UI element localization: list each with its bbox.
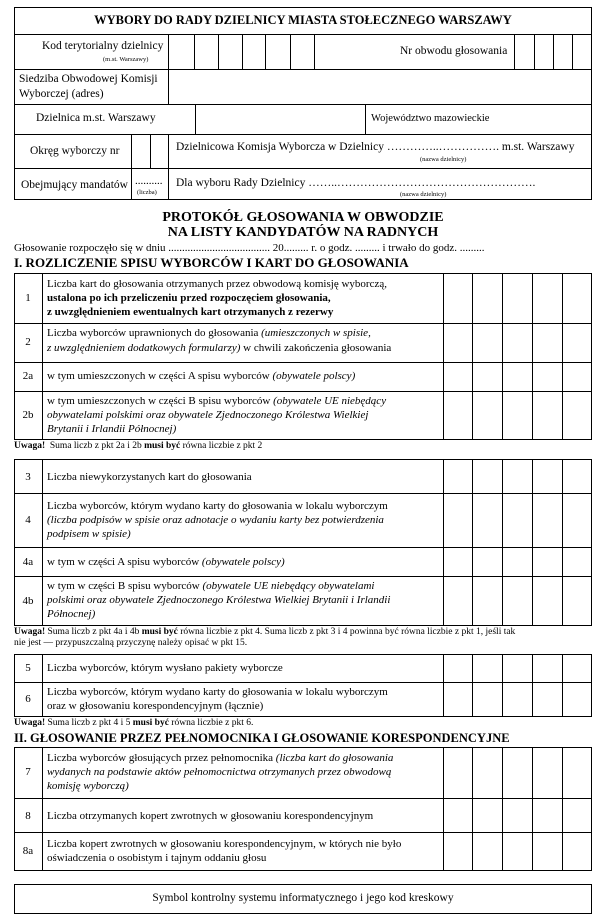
- row-3-number: 3: [25, 471, 31, 483]
- kod-input-cells[interactable]: [168, 34, 314, 69]
- row-4b-value-cells[interactable]: [443, 576, 592, 626]
- row-8a-text-2: oświadczenia o osobistym i tajnym oddaniu głosu: [47, 852, 267, 864]
- mandaty-sublabel: (liczba): [137, 189, 157, 196]
- row-1-text-2: ustalona po ich przeliczeniu przed rozpoczęciem głosowania,: [47, 292, 331, 304]
- dzielnica-input[interactable]: [195, 104, 365, 134]
- row-4-text-3: podpisem w spisie): [47, 528, 131, 540]
- siedziba-input[interactable]: [168, 69, 592, 104]
- row-2a-number: 2a: [22, 370, 34, 382]
- section-1-heading: I. ROZLICZENIE SPISU WYBORCÓW I KART DO GŁOSOWANIA: [14, 255, 409, 270]
- row-5-text: Liczba wyborców, którym wysłano pakiety wyborcze: [47, 662, 283, 674]
- row-8-value-cells[interactable]: [443, 798, 592, 832]
- okreg-input-cells[interactable]: [131, 134, 168, 168]
- row-1-value-cells[interactable]: [443, 273, 592, 323]
- row-4a-value-cells[interactable]: [443, 547, 592, 576]
- barcode-label: Symbol kontrolny systemu informatycznego i jego kod kreskowy: [152, 892, 454, 904]
- row-4-number: 4: [25, 514, 31, 526]
- komisja-sublabel: (nazwa dzielnicy): [420, 156, 467, 163]
- row-4b-text-3: Północnej): [47, 608, 96, 620]
- note-2-line-2: nie jest — przypuszczalną przyczynę należy opisać w pkt 15.: [14, 638, 248, 648]
- row-6-number: 6: [25, 693, 31, 705]
- row-8a-text-1: Liczba kopert zwrotnych w głosowaniu korespondencyjnym, w których nie było: [47, 838, 402, 850]
- row-4a-text: w tym w części A spisu wyborców (obywatele polscy): [47, 556, 285, 568]
- row-7-number: 7: [25, 766, 31, 778]
- row-2-value-cells[interactable]: [443, 323, 592, 362]
- mandaty-dots[interactable]: ..........: [135, 175, 163, 187]
- row-2a-text: w tym umieszczonych w części A spisu wyborców (obywatele polscy): [47, 370, 356, 382]
- row-3-value-cells[interactable]: [443, 459, 592, 493]
- siedziba-label-2: Wyborczej (adres): [19, 88, 104, 100]
- row-4-text-2: (liczba podpisów w spisie oraz adnotacje o wydaniu karty bez potwierdzenia: [47, 514, 384, 526]
- row-2b-value-cells[interactable]: [443, 391, 592, 440]
- row-8a-number: 8a: [22, 845, 34, 857]
- row-3-text: Liczba niewykorzystanych kart do głosowania: [47, 471, 252, 483]
- row-6-text-1: Liczba wyborców, którym wydano karty do głosowania w lokalu wyborczym: [47, 686, 388, 698]
- row-1-text-3: z uwzględnieniem ewentualnych kart otrzymanych z rezerwy: [47, 306, 334, 318]
- kod-label: Kod terytorialny dzielnicy: [42, 40, 164, 52]
- nr-obwodu-label: Nr obwodu głosowania: [400, 45, 508, 57]
- row-2b-text-3: Brytanii i Irlandii Północnej): [47, 423, 177, 435]
- row-7-text-2: wydanych na podstawie aktów pełnomocnictwa otrzymanych przez obwodową: [47, 766, 392, 778]
- row-4-text-1: Liczba wyborców, którym wydano karty do głosowania w lokalu wyborczym: [47, 500, 388, 512]
- row-2-number: 2: [25, 336, 31, 348]
- protocol-title-1: PROTOKÓŁ GŁOSOWANIA W OBWODZIE: [162, 210, 444, 225]
- wojewodztwo-label: Województwo mazowieckie: [371, 113, 490, 124]
- row-7-value-cells[interactable]: [443, 747, 592, 798]
- nr-obwodu-input-cells[interactable]: [514, 34, 592, 69]
- row-7-text-1: Liczba wyborców głosujących przez pełnomocnika (liczba kart do głosowania: [47, 752, 394, 764]
- row-4-value-cells[interactable]: [443, 493, 592, 547]
- row-8a-value-cells[interactable]: [443, 832, 592, 871]
- row-4b-number: 4b: [22, 595, 34, 607]
- okreg-label: Okręg wyborczy nr: [30, 145, 120, 157]
- row-4b-text-1: w tym w części B spisu wyborców (obywatele UE niebędący obywatelami: [47, 580, 375, 592]
- form-title: WYBORY DO RADY DZIELNICY MIASTA STOŁECZNEGO WARSZAWY: [94, 13, 512, 27]
- mandaty-label: Obejmujący mandatów: [21, 179, 128, 191]
- komisja-label: Dzielnicowa Komisja Wyborcza w Dzielnicy …………..……………. m.st. Warszawy: [176, 141, 575, 153]
- row-4b-text-2: polskimi oraz obywatele Zjednoczonego Królestwa Wielkiej Brytanii i Irlandii: [47, 594, 391, 606]
- dla-wyboru-sublabel: (nazwa dzielnicy): [400, 191, 447, 198]
- start-line[interactable]: Głosowanie rozpoczęło się w dniu ..................................... 20......... r. o godz. ......... i trwało do godz. .........: [14, 242, 485, 254]
- row-2b-number: 2b: [22, 409, 34, 421]
- note-1: Uwaga! Suma liczb z pkt 2a i 2b musi być równa liczbie z pkt 2: [14, 441, 263, 451]
- row-2-text-1: Liczba wyborców uprawnionych do głosowania (umieszczonych w spisie,: [47, 327, 371, 339]
- row-4a-number: 4a: [22, 556, 34, 568]
- dla-wyboru-label: Dla wyboru Rady Dzielnicy ……..…………………………………………….: [176, 177, 536, 189]
- row-1-text-1: Liczba kart do głosowania otrzymanych przez obwodową komisję wyborczą,: [47, 278, 387, 290]
- row-6-value-cells[interactable]: [443, 682, 592, 717]
- note-3: Uwaga! Suma liczb z pkt 4 i 5 musi być równa liczbie z pkt 6.: [14, 718, 254, 728]
- row-5-number: 5: [25, 662, 31, 674]
- row-2b-text-2: obywatelami polskimi oraz obywatele Zjednoczonego Królestwa Wielkiej: [47, 409, 369, 421]
- row-7-text-3: komisję wyborczą): [47, 780, 129, 792]
- row-5-value-cells[interactable]: [443, 654, 592, 682]
- note-2-line-1: Uwaga! Suma liczb z pkt 4a i 4b musi być równa liczbie z pkt 4. Suma liczb z pkt 3 i 4 powinna być równa liczbie z pkt 1, jeśli tak: [14, 627, 516, 637]
- row-6-text-2: oraz w głosowaniu korespondencyjnym (łącznie): [47, 700, 264, 712]
- row-2b-text-1: w tym umieszczonych w części B spisu wyborców (obywatele UE niebędący: [47, 395, 387, 407]
- row-1-number: 1: [25, 292, 31, 304]
- dzielnica-label: Dzielnica m.st. Warszawy: [36, 112, 156, 124]
- row-2-text-2: z uwzględnieniem dodatkowych formularzy) w chwili zakończenia głosowania: [47, 342, 392, 354]
- row-2a-value-cells[interactable]: [443, 362, 592, 391]
- row-8-text: Liczba otrzymanych kopert zwrotnych w głosowaniu korespondencyjnym: [47, 810, 374, 822]
- kod-sublabel: (m.st. Warszawy): [103, 56, 149, 63]
- siedziba-label-1: Siedziba Obwodowej Komisji: [19, 73, 158, 85]
- protocol-title-2: NA LISTY KANDYDATÓW NA RADNYCH: [167, 225, 439, 240]
- row-8-number: 8: [25, 810, 31, 822]
- section-2-heading: II. GŁOSOWANIE PRZEZ PEŁNOMOCNIKA I GŁOSOWANIE KORESPONDENCYJNE: [14, 731, 510, 745]
